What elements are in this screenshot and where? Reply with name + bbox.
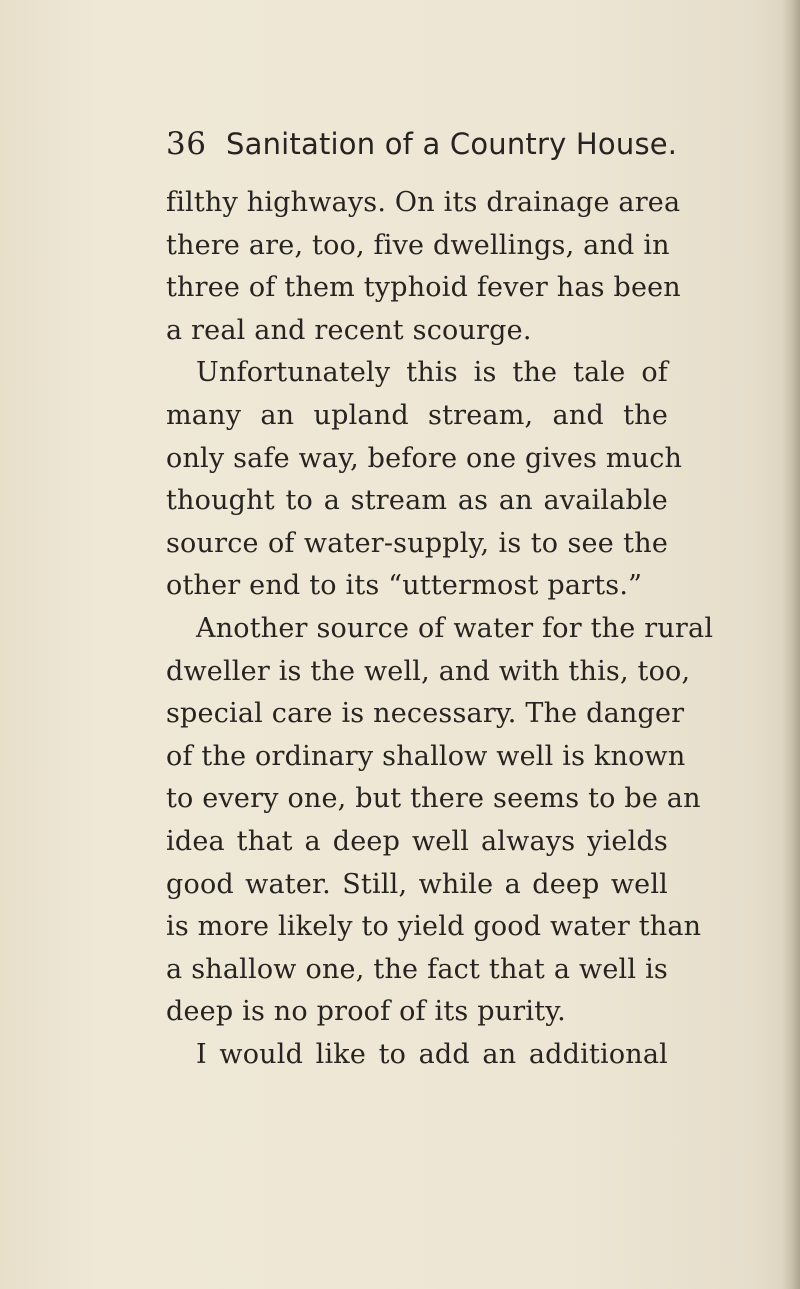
text-line: of the ordinary shallow well is known — [166, 740, 686, 772]
text-line: source of water-supply, is to see the — [166, 527, 668, 559]
text-line: thought to a stream as an available — [166, 485, 668, 517]
text-line: filthy highways. On its drainage area — [166, 187, 681, 218]
text-line: only safe way, before one gives much — [166, 442, 683, 474]
body-text — [166, 182, 714, 1076]
text-line: idea that a deep well always yields — [166, 825, 668, 857]
text-line: three of them typhoid fever has been — [166, 272, 681, 304]
text-line: other end to its “uttermost parts.” — [166, 570, 643, 602]
text-line: a shallow one, the fact that a well is — [166, 953, 668, 985]
text-line: deep is no proof of its purity. — [166, 996, 566, 1028]
text-line: special care is necessary. The danger — [166, 698, 685, 730]
text-line: I would like to add an additional — [196, 1038, 668, 1070]
page-number: 36 — [166, 126, 207, 162]
text-line: many an upland stream, and the — [166, 399, 668, 431]
page-header — [166, 122, 686, 166]
text-line: to every one, but there seems to be an — [166, 783, 701, 815]
text-line: there are, too, five dwellings, and in — [166, 229, 670, 261]
page-edge-shadow — [782, 0, 800, 1289]
text-line: Another source of water for the rural — [196, 612, 714, 644]
text-line: is more likely to yield good water than — [166, 911, 702, 943]
text-line: dweller is the well, and with this, too, — [166, 655, 691, 687]
text-line: a real and recent scourge. — [166, 314, 532, 346]
running-title: Sanitation of a Country House. — [226, 127, 678, 161]
text-line: Unfortunately this is the tale of — [196, 357, 668, 389]
text-line: good water. Still, while a deep well — [166, 868, 668, 900]
